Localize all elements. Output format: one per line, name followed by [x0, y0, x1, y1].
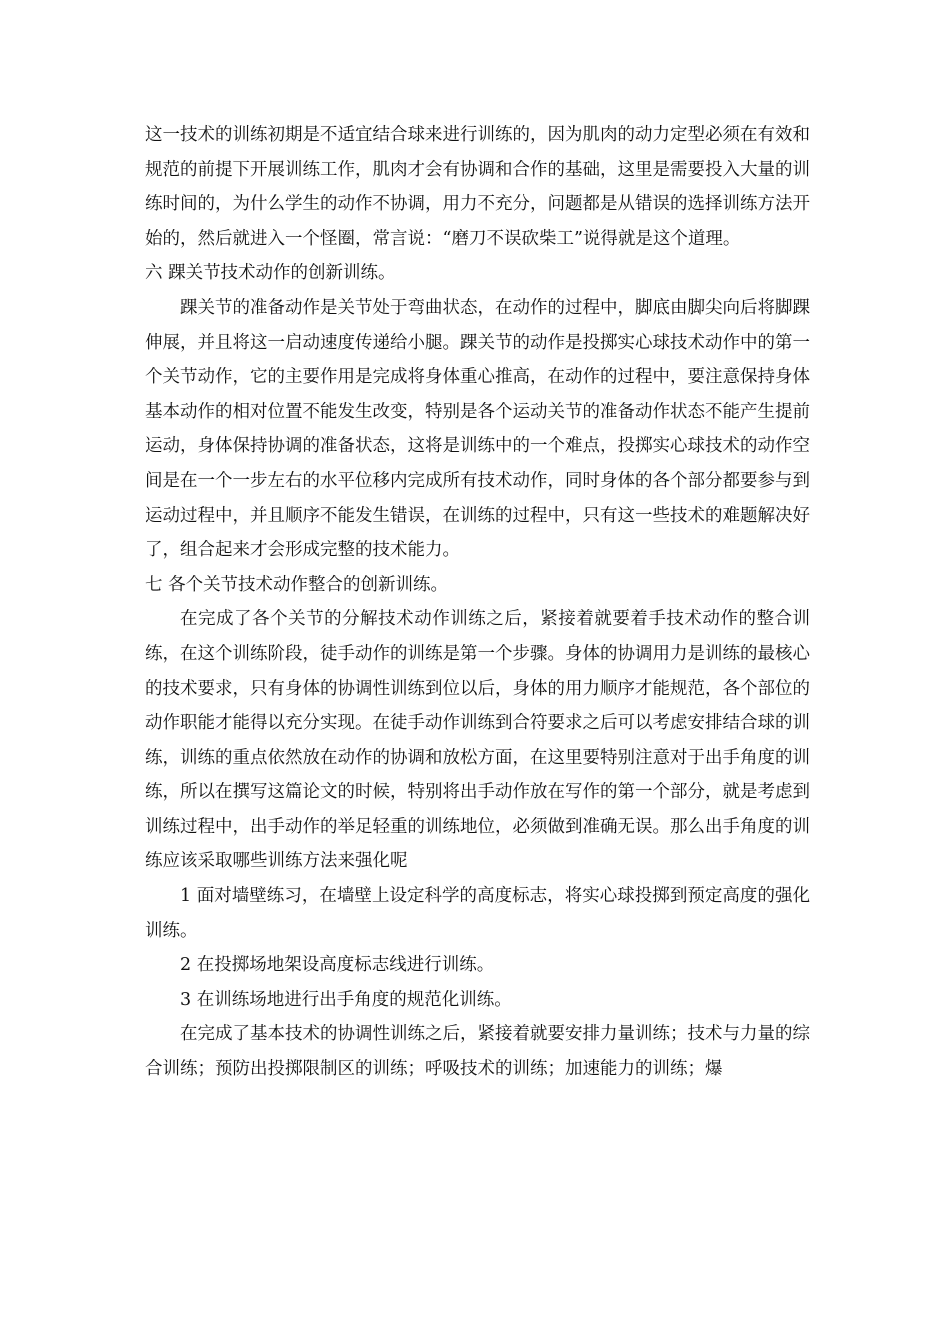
document-page	[145, 118, 810, 1087]
list-item: 2 在投掷场地架设高度标志线进行训练。	[180, 955, 495, 976]
body-paragraph: 踝关节的准备动作是关节处于弯曲状态，在动作的过程中，脚底由脚尖向后将脚踝伸展，并且将这一启动速度传递给小腿。踝关节的动作是投掷实心球技术动作中的第一个关节动作，它的主要作用是完成将身体重心推高，在动作的过程中，要注意保持身体基本动作的相对位置不能发生改变，特别是各个运动关节的准备动作状态不能产生提前运动，身体保持协调的准备状态，这将是训练中的一个难点，投掷实心球技术的动作空间是在一个一步左右的水平位移内完成所有技术动作，同时身体的各个部分都要参与到运动过程中，并且顺序不能发生错误，在训练的过程中，只有这一些技术的难题解决好了，组合起来才会形成完整的技术能力。	[145, 297, 810, 561]
body-paragraph: 在完成了各个关节的分解技术动作训练之后，紧接着就要着手技术动作的整合训练，在这个训练阶段，徒手动作的训练是第一个步骤。身体的协调用力是训练的最核心的技术要求，只有身体的协调性训练到位以后，身体的用力顺序才能规范，各个部位的动作职能才能得以充分实现。在徒手动作训练到合符要求之后可以考虑安排结合球的训练，训练的重点依然放在动作的协调和放松方面，在这里要特别注意对于出手角度的训练，所以在撰写这篇论文的时候，特别将出手动作放在写作的第一个部分，就是考虑到训练过程中，出手动作的举足轻重的训练地位，必须做到准确无误。那么出手角度的训练应该采取哪些训练方法来强化呢	[145, 609, 810, 872]
body-paragraph: 在完成了基本技术的协调性训练之后，紧接着就要安排力量训练；技术与力量的综合训练；预防出投掷限制区的训练；呼吸技术的训练；加速能力的训练；爆	[145, 1024, 810, 1080]
list-item: 3 在训练场地进行出手角度的规范化训练。	[180, 989, 512, 1010]
section-heading: 七 各个关节技术动作整合的创新训练。	[145, 574, 449, 595]
list-item: 1 面对墙壁练习，在墙壁上设定科学的高度标志，将实心球投掷到预定高度的强化训练。	[145, 886, 810, 941]
body-paragraph: 这一技术的训练初期是不适宜结合球来进行训练的，因为肌肉的动力定型必须在有效和规范的前提下开展训练工作，肌肉才会有协调和合作的基础，这里是需要投入大量的训练时间的，为什么学生的动作不协调，用力不充分，问题都是从错误的选择训练方法开始的，然后就进入一个怪圈，常言说：“磨刀不误砍柴工”说得就是这个道理。	[145, 125, 810, 249]
section-heading: 六 踝关节技术动作的创新训练。	[145, 263, 396, 284]
